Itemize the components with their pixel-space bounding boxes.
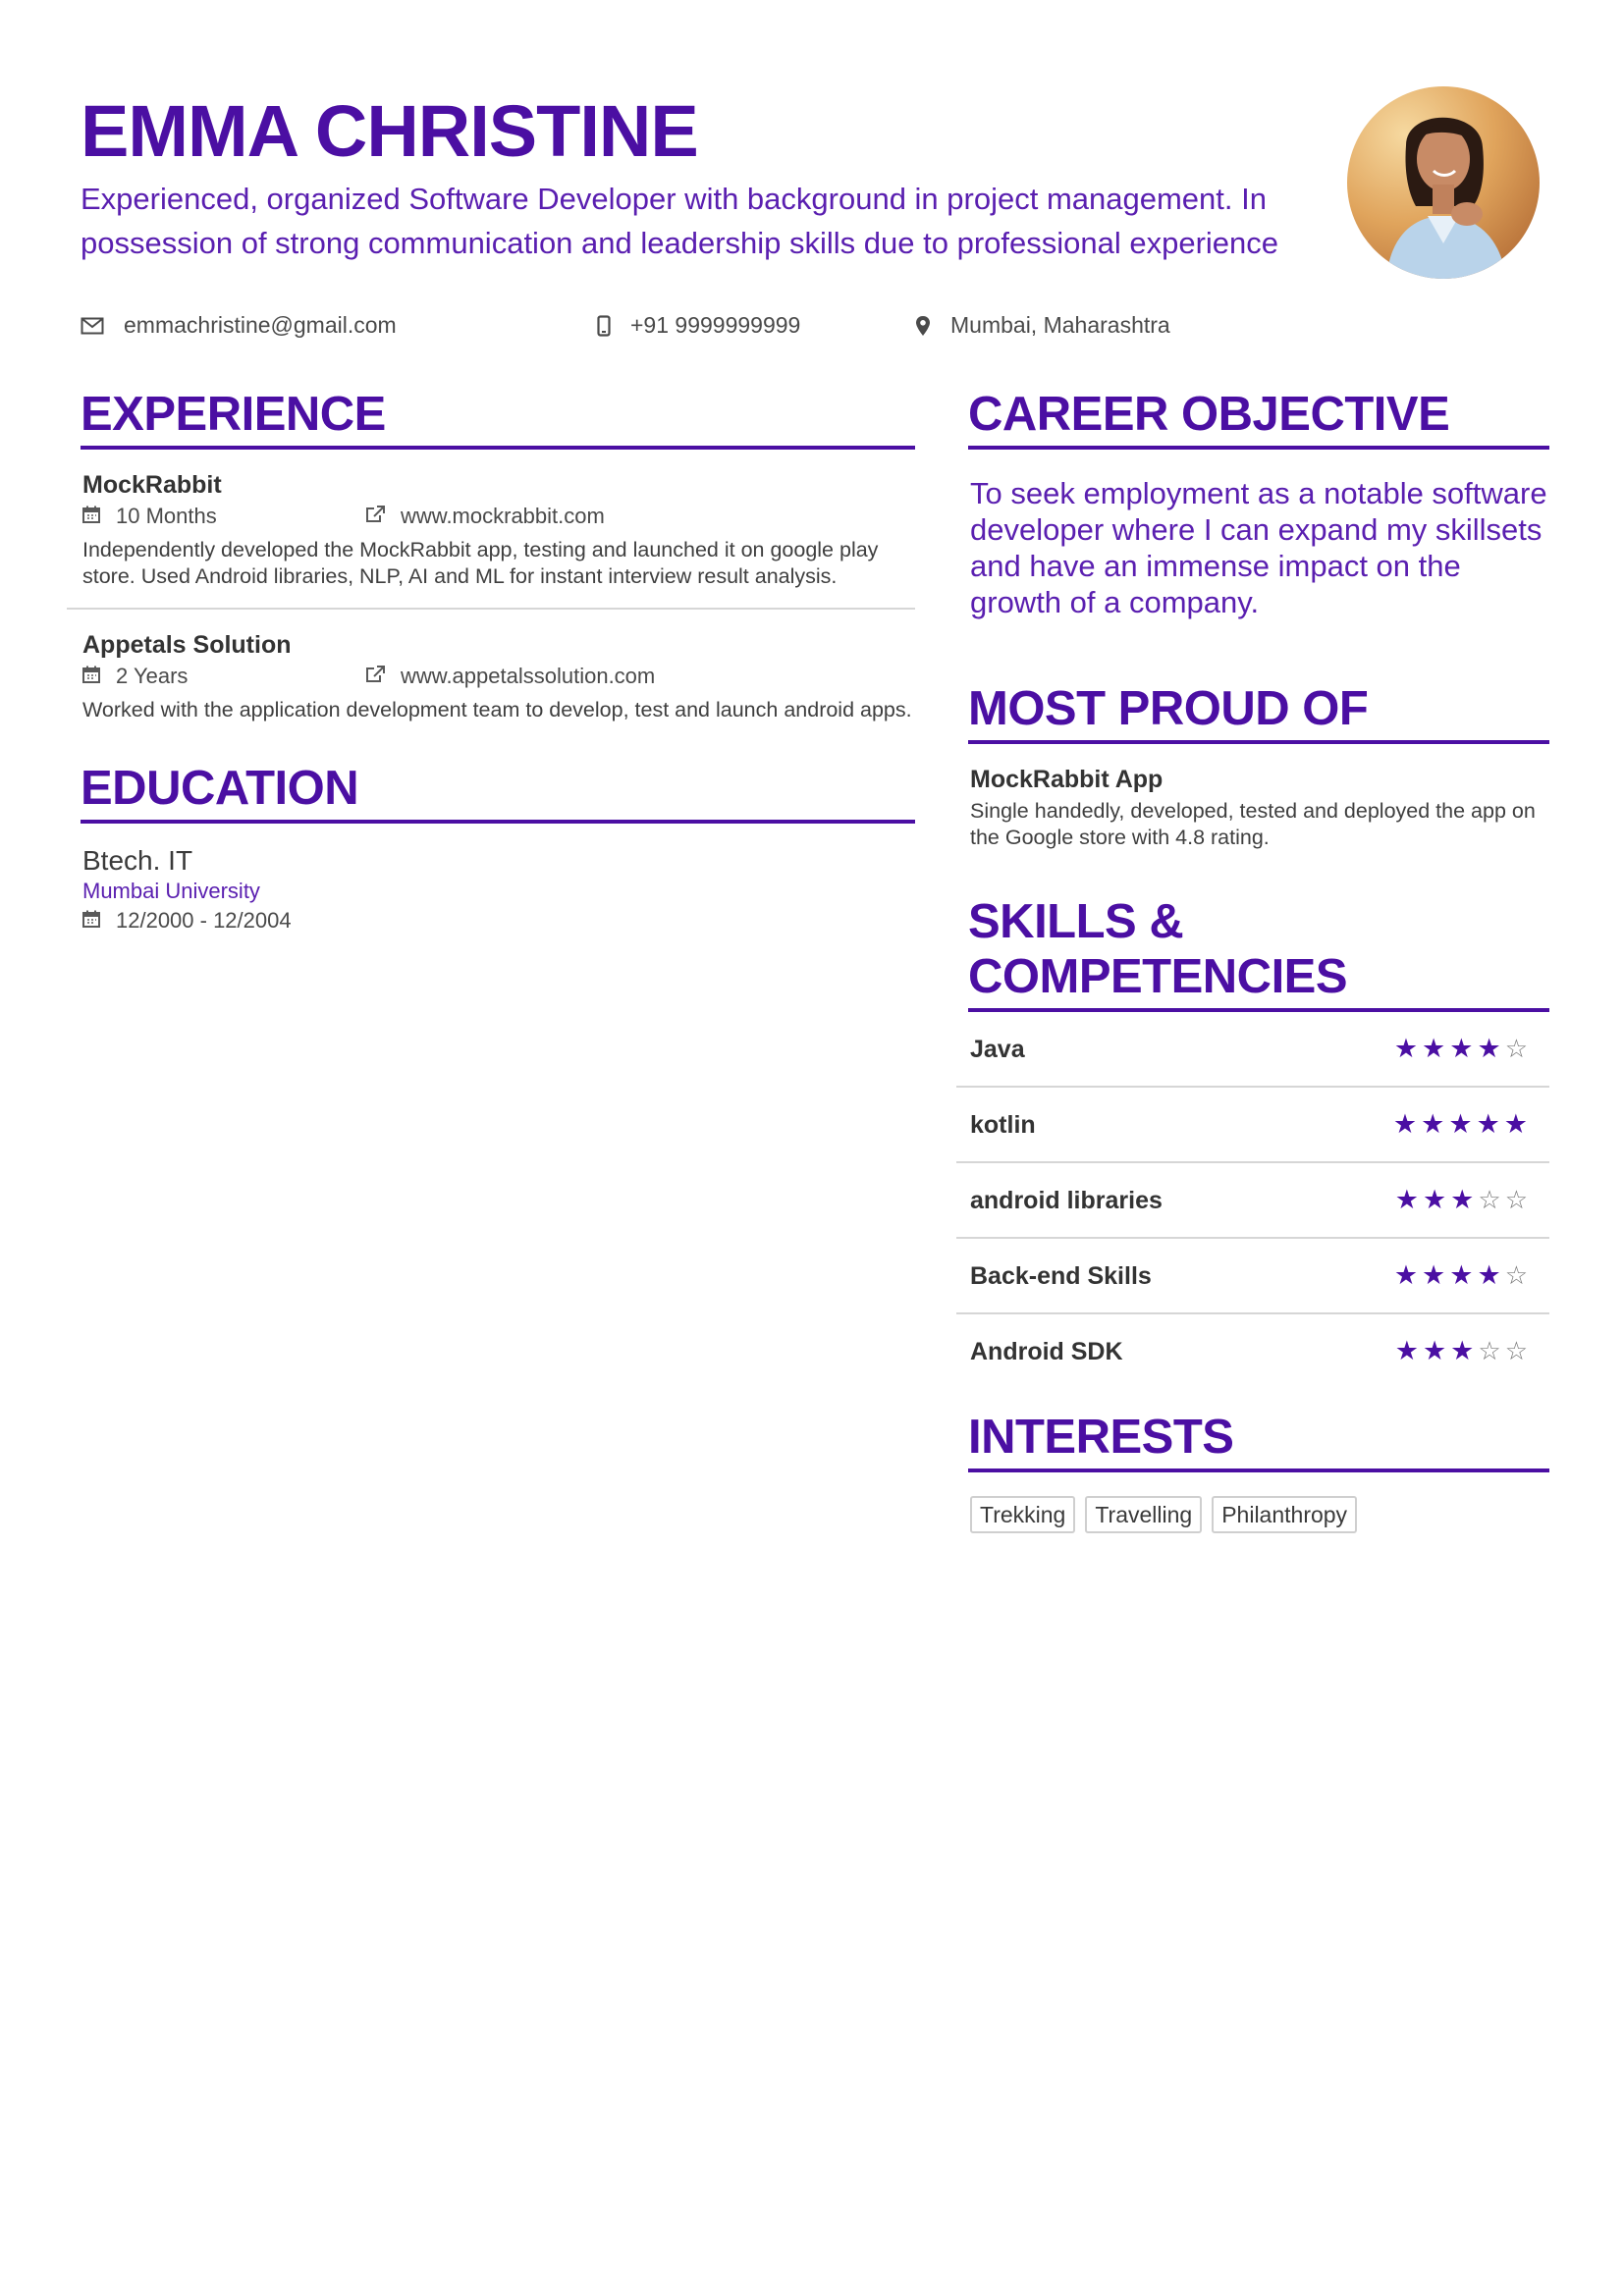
skill-rating bbox=[1394, 1260, 1528, 1290]
contact-email[interactable] bbox=[81, 312, 397, 339]
contact-location bbox=[915, 312, 1170, 339]
education-item bbox=[81, 845, 915, 939]
education-date-range bbox=[82, 908, 292, 934]
interest-tag: Philanthropy bbox=[1212, 1496, 1357, 1533]
job-meta bbox=[82, 504, 913, 535]
calendar-icon bbox=[82, 664, 100, 689]
website-text: www.appetalssolution.com bbox=[401, 664, 656, 688]
external-link-icon bbox=[365, 504, 385, 529]
mobile-phone-icon bbox=[597, 315, 611, 337]
degree: Btech. IT bbox=[82, 845, 193, 876]
skill-name: kotlin bbox=[970, 1111, 1036, 1139]
skill-row bbox=[956, 1163, 1549, 1239]
profile-photo bbox=[1347, 86, 1540, 279]
career-objective-text: To seek employment as a notable software developer where I can expand my skillsets and have an immense impact on the growth of a company. bbox=[970, 476, 1547, 619]
calendar-icon bbox=[82, 908, 100, 934]
star-empty-icon: ☆ bbox=[1504, 1336, 1528, 1365]
company-website-link[interactable] bbox=[365, 504, 605, 529]
career-objective-heading: CAREER OBJECTIVE bbox=[968, 387, 1549, 450]
school-name: Mumbai University bbox=[82, 879, 260, 903]
star-filled-icon: ★ bbox=[1476, 1109, 1500, 1139]
star-filled-icon: ★ bbox=[1477, 1260, 1501, 1290]
star-filled-icon: ★ bbox=[1393, 1034, 1419, 1063]
interests-heading: INTERESTS bbox=[968, 1410, 1549, 1472]
professional-summary: Experienced, organized Software Developer with background in project management. In possession of strong communication and leadership skills due to professional experience bbox=[81, 182, 1279, 260]
education-heading: EDUCATION bbox=[81, 761, 915, 824]
experience-item bbox=[81, 471, 915, 590]
star-filled-icon: ★ bbox=[1393, 1260, 1419, 1290]
interest-tag: Trekking bbox=[970, 1496, 1075, 1533]
skill-name: android libraries bbox=[970, 1187, 1163, 1214]
envelope-icon bbox=[81, 317, 104, 335]
star-filled-icon: ★ bbox=[1448, 1109, 1473, 1139]
star-filled-icon: ★ bbox=[1477, 1034, 1501, 1063]
duration-text: 10 Months bbox=[116, 504, 217, 528]
star-empty-icon: ☆ bbox=[1478, 1185, 1501, 1214]
contact-info bbox=[81, 312, 1219, 342]
star-empty-icon: ☆ bbox=[1504, 1260, 1528, 1290]
skill-rating bbox=[1394, 1034, 1528, 1063]
star-filled-icon: ★ bbox=[1422, 1336, 1447, 1365]
experience-item bbox=[81, 631, 915, 723]
most-proud-heading: MOST PROUD OF bbox=[968, 681, 1549, 744]
job-duration bbox=[82, 664, 188, 689]
skill-rating bbox=[1393, 1109, 1528, 1139]
star-filled-icon: ★ bbox=[1449, 1260, 1474, 1290]
experience-divider bbox=[67, 608, 915, 610]
star-filled-icon: ★ bbox=[1421, 1109, 1445, 1139]
job-duration bbox=[82, 504, 217, 529]
location-text: Mumbai, Maharashtra bbox=[950, 312, 1170, 338]
skill-name: Java bbox=[970, 1036, 1025, 1063]
contact-phone[interactable] bbox=[597, 312, 800, 339]
skills-heading: SKILLS & COMPETENCIES bbox=[968, 894, 1549, 1012]
job-meta bbox=[82, 664, 913, 695]
education-dates bbox=[82, 908, 913, 939]
skill-name: Back-end Skills bbox=[970, 1262, 1152, 1290]
company-name: Appetals Solution bbox=[82, 631, 292, 659]
external-link-icon bbox=[365, 664, 385, 689]
skill-row bbox=[956, 1314, 1549, 1388]
resume-header bbox=[81, 90, 1298, 265]
achievement-name: MockRabbit App bbox=[970, 766, 1164, 793]
skill-rating bbox=[1395, 1336, 1528, 1365]
left-column bbox=[81, 387, 915, 939]
experience-heading: EXPERIENCE bbox=[81, 387, 915, 450]
skill-name: Android SDK bbox=[970, 1338, 1123, 1365]
calendar-icon bbox=[82, 504, 100, 529]
duration-text: 2 Years bbox=[116, 664, 189, 688]
star-filled-icon: ★ bbox=[1422, 1260, 1446, 1290]
job-description: Worked with the application development team to develop, test and launch android apps. bbox=[82, 698, 912, 721]
skill-rating bbox=[1395, 1185, 1528, 1214]
job-description: Independently developed the MockRabbit app, testing and launched it on google play store. Used Android libraries, NLP, AI and ML for instant interview result analysis. bbox=[82, 538, 879, 588]
map-marker-icon bbox=[915, 315, 931, 337]
skills-list bbox=[968, 1012, 1549, 1388]
website-text: www.mockrabbit.com bbox=[401, 504, 605, 528]
star-filled-icon: ★ bbox=[1394, 1185, 1419, 1214]
star-filled-icon: ★ bbox=[1392, 1109, 1418, 1139]
email-text: emmachristine@gmail.com bbox=[124, 312, 397, 338]
star-empty-icon: ☆ bbox=[1504, 1034, 1528, 1063]
interest-tags bbox=[968, 1496, 1549, 1533]
candidate-name: EMMA CHRISTINE bbox=[81, 90, 698, 172]
phone-text: +91 9999999999 bbox=[630, 312, 801, 338]
company-website-link[interactable] bbox=[365, 664, 655, 689]
star-filled-icon: ★ bbox=[1422, 1185, 1447, 1214]
star-filled-icon: ★ bbox=[1394, 1336, 1419, 1365]
star-empty-icon: ☆ bbox=[1504, 1185, 1528, 1214]
star-filled-icon: ★ bbox=[1503, 1109, 1528, 1139]
star-empty-icon: ☆ bbox=[1478, 1336, 1501, 1365]
skill-row bbox=[956, 1088, 1549, 1163]
interest-tag: Travelling bbox=[1085, 1496, 1202, 1533]
star-filled-icon: ★ bbox=[1449, 1034, 1474, 1063]
right-column bbox=[968, 387, 1549, 1533]
skill-row bbox=[956, 1012, 1549, 1088]
company-name: MockRabbit bbox=[82, 471, 222, 499]
star-filled-icon: ★ bbox=[1422, 1034, 1446, 1063]
achievement-description: Single handedly, developed, tested and deployed the app on the Google store with 4.8 rating. bbox=[970, 799, 1536, 849]
dates-text: 12/2000 - 12/2004 bbox=[116, 908, 292, 933]
skill-row bbox=[956, 1239, 1549, 1314]
star-filled-icon: ★ bbox=[1450, 1185, 1475, 1214]
star-filled-icon: ★ bbox=[1450, 1336, 1475, 1365]
